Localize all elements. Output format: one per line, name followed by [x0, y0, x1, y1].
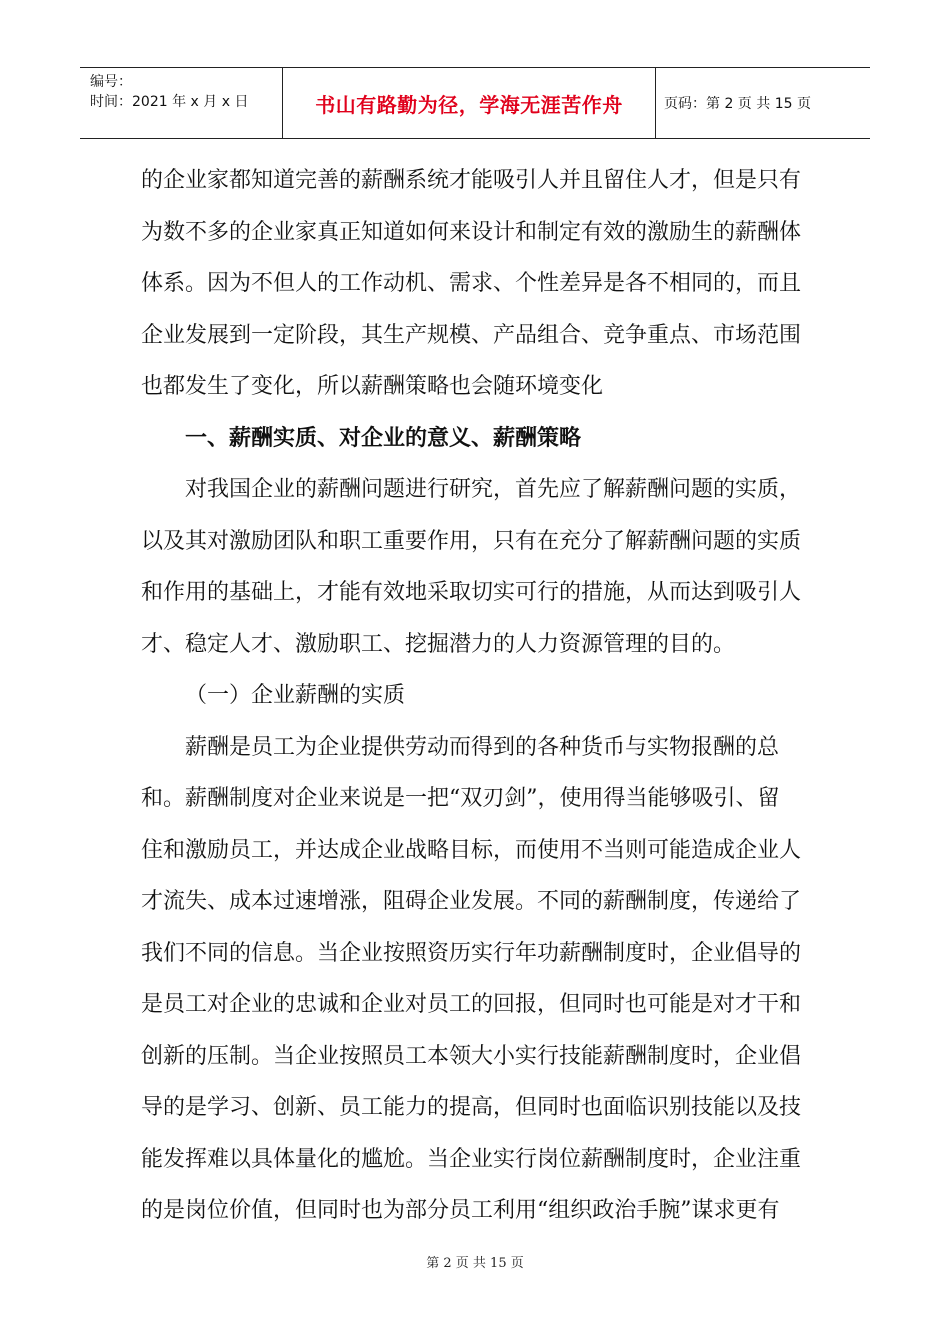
body-line: 体系。因为不但人的工作动机、需求、个性差异是各不相同的，而且	[141, 271, 802, 296]
body-line: 以及其对激励团队和职工重要作用，只有在充分了解薪酬问题的实质	[141, 528, 802, 554]
body-line: 企业发展到一定阶段，其生产规模、产品组合、竞争重点、市场范围	[141, 322, 802, 348]
document-body	[141, 155, 815, 1237]
body-line: 的是岗位价值，但同时也为部分员工利用“组织政治手腕”谋求更有	[141, 1198, 780, 1223]
document-header	[80, 67, 870, 139]
body-line: 薪酬是员工为企业提供劳动而得到的各种货币与实物报酬的总	[185, 734, 780, 760]
body-line: 的企业家都知道完善的薪酬系统才能吸引人并且留住人才，但是只有	[141, 168, 802, 193]
body-line: 和作用的基础上，才能有效地采取切实可行的措施，从而达到吸引人	[141, 580, 802, 605]
body-line: 才、稳定人才、激励职工、挖掘潜力的人力资源管理的目的。	[141, 631, 736, 657]
body-line: 也都发生了变化，所以薪酬策略也会随环境变化	[141, 374, 604, 399]
body-line: 为数不多的企业家真正知道如何来设计和制定有效的激励生的薪酬体	[141, 219, 802, 245]
time-label: 时间：2021 年 x 月 x 日	[90, 94, 249, 110]
body-line: 创新的压制。当企业按照员工本领大小实行技能薪酬制度时，企业倡	[141, 1043, 802, 1069]
body-line: 能发挥难以具体量化的尴尬。当企业实行岗位薪酬制度时，企业注重	[141, 1146, 802, 1172]
number-label: 编号：	[90, 74, 132, 90]
motto-text: 书山有路勤为径，学海无涯苦作舟	[315, 92, 623, 117]
page-info: 页码：第 2 页 共 15 页	[664, 96, 811, 112]
header-page-cell	[656, 68, 870, 138]
body-line: 才流失、成本过速增涨，阻碍企业发展。不同的薪酬制度，传递给了	[141, 889, 802, 914]
body-line: 和。薪酬制度对企业来说是一把“双刃剑”，使用得当能够吸引、留	[141, 786, 780, 811]
header-meta-cell	[80, 68, 283, 138]
section-heading: 一、薪酬实质、对企业的意义、薪酬策略	[185, 424, 582, 451]
body-line: 住和激励员工，并达成企业战略目标，而使用不当则可能造成企业人	[141, 837, 802, 863]
subsection-heading: （一）企业薪酬的实质	[185, 683, 406, 708]
body-line: 我们不同的信息。当企业按照资历实行年功薪酬制度时，企业倡导的	[141, 940, 802, 966]
page-footer	[0, 1252, 950, 1271]
body-line: 导的是学习、创新、员工能力的提高，但同时也面临识别技能以及技	[141, 1095, 802, 1120]
body-line: 是员工对企业的忠诚和企业对员工的回报，但同时也可能是对才干和	[141, 992, 802, 1017]
footer-page-number: 第 2 页 共 15 页	[426, 1256, 524, 1271]
body-line: 对我国企业的薪酬问题进行研究，首先应了解薪酬问题的实质，	[185, 477, 802, 502]
header-motto-cell	[283, 68, 656, 138]
